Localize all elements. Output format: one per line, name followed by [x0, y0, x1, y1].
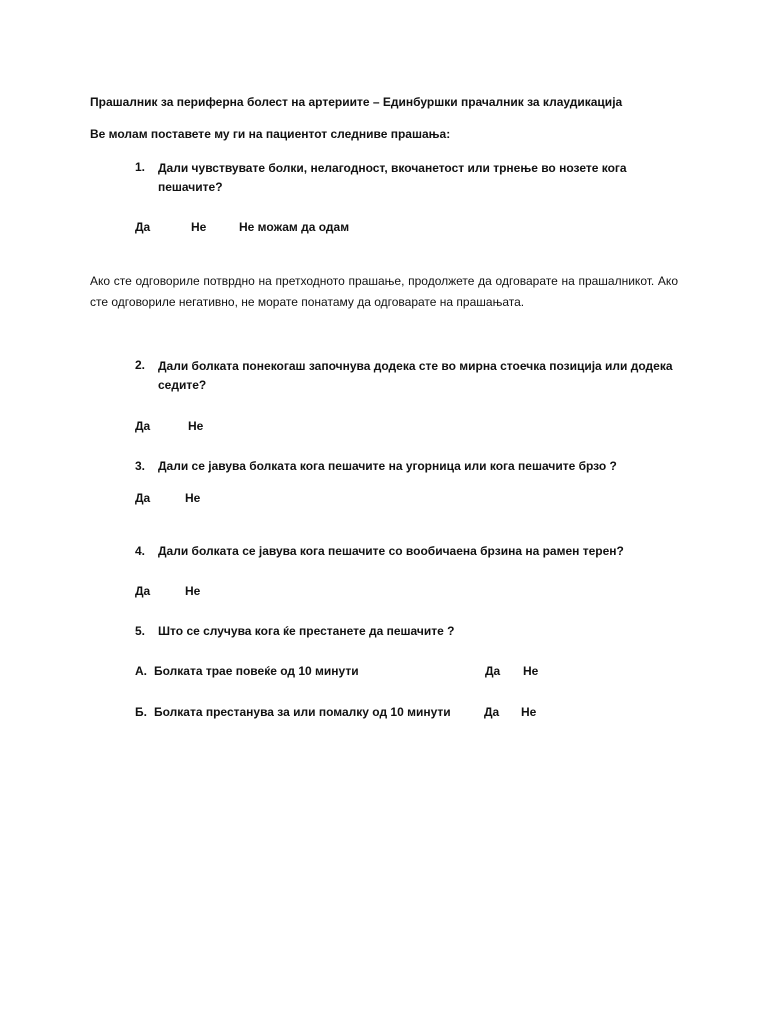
- question-4-text: Дали болката се јавува кога пешачите со вообичаена брзина на рамен терен?: [158, 544, 624, 558]
- q2-option-no[interactable]: Не: [188, 419, 204, 433]
- question-2-number: 2.: [135, 358, 146, 372]
- question-2-text: Дали болката понекогаш започнува додека сте во мирна стоечка позиција или додека седите?: [158, 359, 673, 392]
- q3-option-yes[interactable]: Да: [135, 491, 151, 505]
- question-3-number: 3.: [135, 459, 146, 473]
- q1-option-cannot-walk[interactable]: Не можам да одам: [239, 220, 350, 234]
- q5b-option-yes[interactable]: Да: [484, 705, 500, 719]
- q5b-option-no[interactable]: Не: [521, 705, 537, 719]
- question-5-number: 5.: [135, 624, 146, 638]
- question-3-text: Дали се јавува болката кога пешачите на угорница или кога пешачите брзо ?: [158, 459, 617, 473]
- question-1-number: 1.: [135, 160, 146, 174]
- instruction-paragraph: Ако сте одговориле потврдно на претходното прашање, продолжете да одговарате на прашалникот. Ако сте одговориле негативно, не морате понатаму да одговарате на прашањата.: [90, 274, 678, 309]
- q5a-option-yes[interactable]: Да: [485, 664, 501, 678]
- q5a-option-no[interactable]: Не: [523, 664, 539, 678]
- q3-option-no[interactable]: Не: [185, 491, 201, 505]
- document-title: Прашалник за периферна болест на артериите – Единбуршки прачалник за клаудикација: [90, 95, 623, 109]
- q5-sub-a-label: А.: [135, 664, 147, 678]
- question-5-text: Што се случува кога ќе престанете да пешачите ?: [158, 624, 455, 638]
- q1-option-no[interactable]: Не: [191, 220, 207, 234]
- question-1-text: Дали чувствувате болки, нелагодност, вкочанетост или трнење во нозете кога пешачите?: [158, 161, 627, 194]
- intro-text: Ве молам поставете му ги на пациентот следниве прашања:: [90, 127, 451, 141]
- question-4-number: 4.: [135, 544, 146, 558]
- q4-option-yes[interactable]: Да: [135, 584, 151, 598]
- q2-option-yes[interactable]: Да: [135, 419, 151, 433]
- q4-option-no[interactable]: Не: [185, 584, 201, 598]
- q1-option-yes[interactable]: Да: [135, 220, 151, 234]
- q5-sub-b-text: Болката престанува за или помалку од 10 минути: [154, 705, 451, 719]
- q5-sub-a-text: Болката трае повеќе од 10 минути: [154, 664, 359, 678]
- q5-sub-b-label: Б.: [135, 705, 147, 719]
